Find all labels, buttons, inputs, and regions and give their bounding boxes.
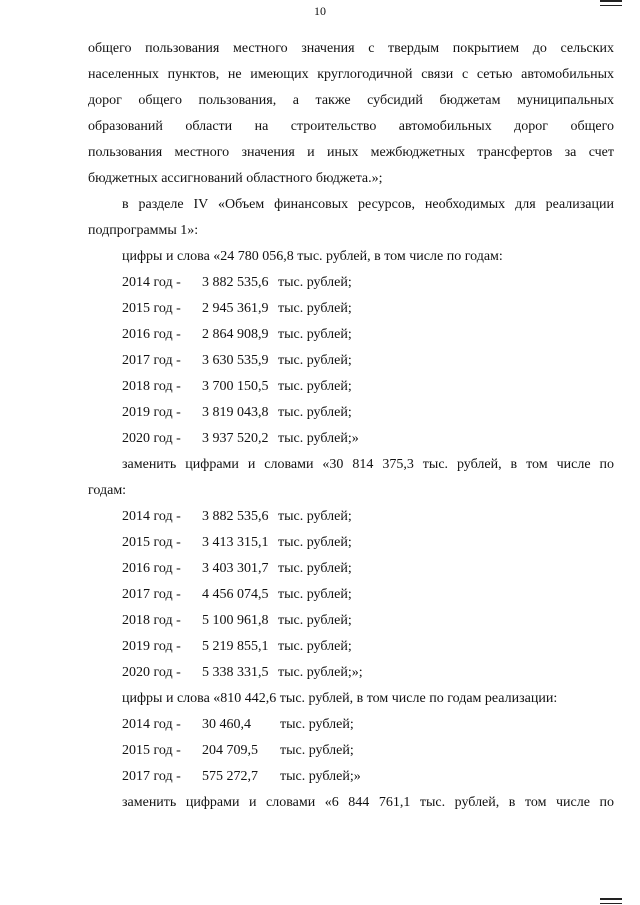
old-total-intro: цифры и слова «24 780 056,8 тыс. рублей, в том числе по годам: <box>122 249 503 264</box>
year-amount: 5 219 855,1 <box>202 639 269 654</box>
year-amount: 3 700 150,5 <box>202 379 269 394</box>
year-unit: тыс. рублей; <box>278 301 352 316</box>
year-unit: тыс. рублей;» <box>278 431 359 446</box>
old-year-row <box>88 374 614 400</box>
old-year-row <box>88 296 614 322</box>
old-year-row <box>88 322 614 348</box>
year-label: 2017 год - <box>122 587 181 602</box>
year-unit: тыс. рублей;» <box>280 769 361 784</box>
year-unit: тыс. рублей; <box>278 327 352 342</box>
text-line: общего пользования местного значения с твердым покрытием до сельских <box>88 41 614 56</box>
page-number: 10 <box>314 4 326 18</box>
year-unit: тыс. рублей; <box>278 379 352 394</box>
text-line: населенных пунктов, не имеющих круглогодичной связи с сетью автомобильных <box>88 67 614 82</box>
new-year-row <box>88 634 614 660</box>
year-label: 2017 год - <box>122 769 181 784</box>
year-label: 2019 год - <box>122 405 181 420</box>
year-amount: 3 937 520,2 <box>202 431 269 446</box>
implementation-intro: цифры и слова «810 442,6 тыс. рублей, в том числе по годам реализации: <box>122 691 558 706</box>
year-amount: 575 272,7 <box>202 769 258 784</box>
year-label: 2016 год - <box>122 327 181 342</box>
year-unit: тыс. рублей; <box>278 353 352 368</box>
new-year-row <box>88 530 614 556</box>
text-line: дорог общего пользования, а также субсидий бюджетам муниципальных <box>88 93 614 108</box>
year-label: 2014 год - <box>122 509 181 524</box>
year-unit: тыс. рублей; <box>278 561 352 576</box>
new-year-row <box>88 504 614 530</box>
year-unit: тыс. рублей; <box>278 275 352 290</box>
year-unit: тыс. рублей; <box>280 717 354 732</box>
text-line: бюджетных ассигнований областного бюджета.»; <box>88 171 383 186</box>
year-amount: 3 882 535,6 <box>202 509 269 524</box>
year-label: 2019 год - <box>122 639 181 654</box>
year-label: 2016 год - <box>122 561 181 576</box>
year-amount: 2 864 908,9 <box>202 327 269 342</box>
section-intro-line: в разделе IV «Объем финансовых ресурсов, необходимых для реализации <box>122 197 614 212</box>
year-label: 2015 год - <box>122 301 181 316</box>
year-amount: 3 630 535,9 <box>202 353 269 368</box>
corner-mark-bottom <box>600 898 622 904</box>
year-label: 2018 год - <box>122 613 181 628</box>
year-unit: тыс. рублей; <box>280 743 354 758</box>
old-year-row <box>88 270 614 296</box>
corner-mark-top <box>600 0 622 6</box>
old-year-row <box>88 426 614 452</box>
old-year-row <box>88 348 614 374</box>
year-unit: тыс. рублей; <box>278 613 352 628</box>
implementation-year-row <box>88 764 614 790</box>
year-amount: 30 460,4 <box>202 717 251 732</box>
text-line: пользования местного значения и иных межбюджетных трансфертов за счет <box>88 145 614 160</box>
year-label: 2020 год - <box>122 431 181 446</box>
year-label: 2020 год - <box>122 665 181 680</box>
year-label: 2017 год - <box>122 353 181 368</box>
year-amount: 204 709,5 <box>202 743 258 758</box>
new-year-row <box>88 608 614 634</box>
year-label: 2014 год - <box>122 275 181 290</box>
year-amount: 3 882 535,6 <box>202 275 269 290</box>
new-year-row <box>88 582 614 608</box>
year-unit: тыс. рублей;»; <box>278 665 363 680</box>
text-line: образований области на строительство автомобильных дорог общего <box>88 119 614 134</box>
year-unit: тыс. рублей; <box>278 587 352 602</box>
year-label: 2015 год - <box>122 535 181 550</box>
year-amount: 3 819 043,8 <box>202 405 269 420</box>
document-body <box>88 36 614 816</box>
year-label: 2015 год - <box>122 743 181 758</box>
implementation-year-row <box>88 738 614 764</box>
replace-total-intro: годам: <box>88 483 127 498</box>
section-intro-line: подпрограммы 1»: <box>88 223 199 238</box>
year-amount: 2 945 361,9 <box>202 301 269 316</box>
year-label: 2014 год - <box>122 717 181 732</box>
implementation-year-row <box>88 712 614 738</box>
year-unit: тыс. рублей; <box>278 405 352 420</box>
year-unit: тыс. рублей; <box>278 639 352 654</box>
year-amount: 3 403 301,7 <box>202 561 269 576</box>
year-amount: 5 338 331,5 <box>202 665 269 680</box>
year-amount: 4 456 074,5 <box>202 587 269 602</box>
replace-implementation-intro: заменить цифрами и словами «6 844 761,1 тыс. рублей, в том числе по <box>122 795 614 810</box>
old-year-row <box>88 400 614 426</box>
replace-total-intro: заменить цифрами и словами «30 814 375,3 тыс. рублей, в том числе по <box>122 457 614 472</box>
year-amount: 3 413 315,1 <box>202 535 269 550</box>
year-amount: 5 100 961,8 <box>202 613 269 628</box>
new-year-row <box>88 556 614 582</box>
year-unit: тыс. рублей; <box>278 535 352 550</box>
year-unit: тыс. рублей; <box>278 509 352 524</box>
year-label: 2018 год - <box>122 379 181 394</box>
new-year-row <box>88 660 614 686</box>
